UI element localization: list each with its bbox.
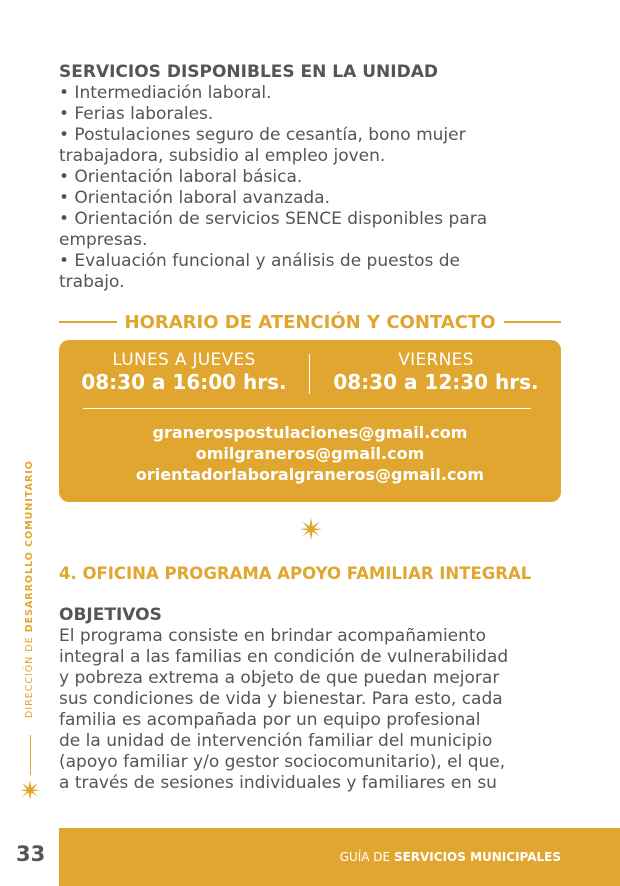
services-line: • Intermediación laboral. [59, 83, 272, 103]
services-line: • Ferias laborales. [59, 104, 214, 124]
sidebar-department-label [24, 460, 35, 718]
objectives-section [59, 605, 569, 794]
friday-schedule [311, 350, 561, 394]
objectives-line: a través de sesiones individuales y familiares en su [59, 773, 497, 793]
objectives-heading: OBJETIVOS [59, 605, 162, 625]
heading-rule-left [59, 321, 117, 323]
footer-guide-title [340, 850, 561, 864]
services-line: • Postulaciones seguro de cesantía, bono mujer [59, 125, 466, 145]
objectives-line: (apoyo familiar y/o gestor sociocomunitario), el que, [59, 752, 506, 772]
email-list [59, 422, 561, 485]
page-number: 33 [16, 842, 46, 866]
objectives-line: El programa consiste en brindar acompañamiento [59, 626, 486, 646]
friday-label: VIERNES [398, 350, 474, 370]
email-link[interactable]: granerospostulaciones@gmail.com [152, 423, 468, 442]
objectives-line: de la unidad de intervención familiar del municipio [59, 731, 493, 751]
services-line: empresas. [59, 230, 148, 250]
sidebar-emphasis: DESARROLLO COMUNITARIO [24, 460, 35, 633]
objectives-line: y pobreza extrema a objeto de que puedan mejorar [59, 668, 500, 688]
schedule-divider [309, 354, 310, 394]
objectives-line: integral a las familias en condición de vulnerabilidad [59, 647, 509, 667]
contact-divider [83, 408, 531, 409]
sidebar-prefix: DIRECCIÓN DE [24, 632, 35, 718]
services-line: • Evaluación funcional y análisis de puestos de [59, 251, 461, 271]
footer-guide-emphasis: SERVICIOS MUNICIPALES [393, 850, 561, 864]
weekdays-schedule [59, 350, 309, 394]
star-icon [300, 518, 322, 540]
heading-rule-right [504, 321, 562, 323]
contact-box [59, 340, 561, 502]
friday-hours: 08:30 a 12:30 hrs. [333, 370, 539, 394]
services-heading: SERVICIOS DISPONIBLES EN LA UNIDAD [59, 62, 438, 82]
services-line: • Orientación laboral avanzada. [59, 188, 330, 208]
footer-guide-prefix: GUÍA DE [339, 850, 394, 864]
contact-heading [59, 310, 561, 334]
services-line: trabajadora, subsidio al empleo joven. [59, 146, 386, 166]
email-link[interactable]: orientadorlaboralgraneros@gmail.com [135, 465, 485, 484]
footer-bar [59, 828, 620, 886]
contact-heading-title: HORARIO DE ATENCIÓN Y CONTACTO [124, 311, 496, 333]
weekdays-hours: 08:30 a 16:00 hrs. [81, 370, 287, 394]
email-link[interactable]: omilgraneros@gmail.com [195, 444, 425, 463]
services-line: trabajo. [59, 272, 125, 292]
sidebar-rule [30, 735, 31, 775]
services-line: • Orientación de servicios SENCE disponibles para [59, 209, 488, 229]
star-icon [20, 780, 40, 800]
services-line: • Orientación laboral básica. [59, 167, 303, 187]
program-title: 4. OFICINA PROGRAMA APOYO FAMILIAR INTEGRAL [59, 564, 532, 583]
objectives-line: familia es acompañada por un equipo profesional [59, 710, 481, 730]
objectives-line: sus condiciones de vida y bienestar. Para esto, cada [59, 689, 503, 709]
weekdays-label: LUNES A JUEVES [112, 350, 256, 370]
services-section [59, 62, 569, 293]
